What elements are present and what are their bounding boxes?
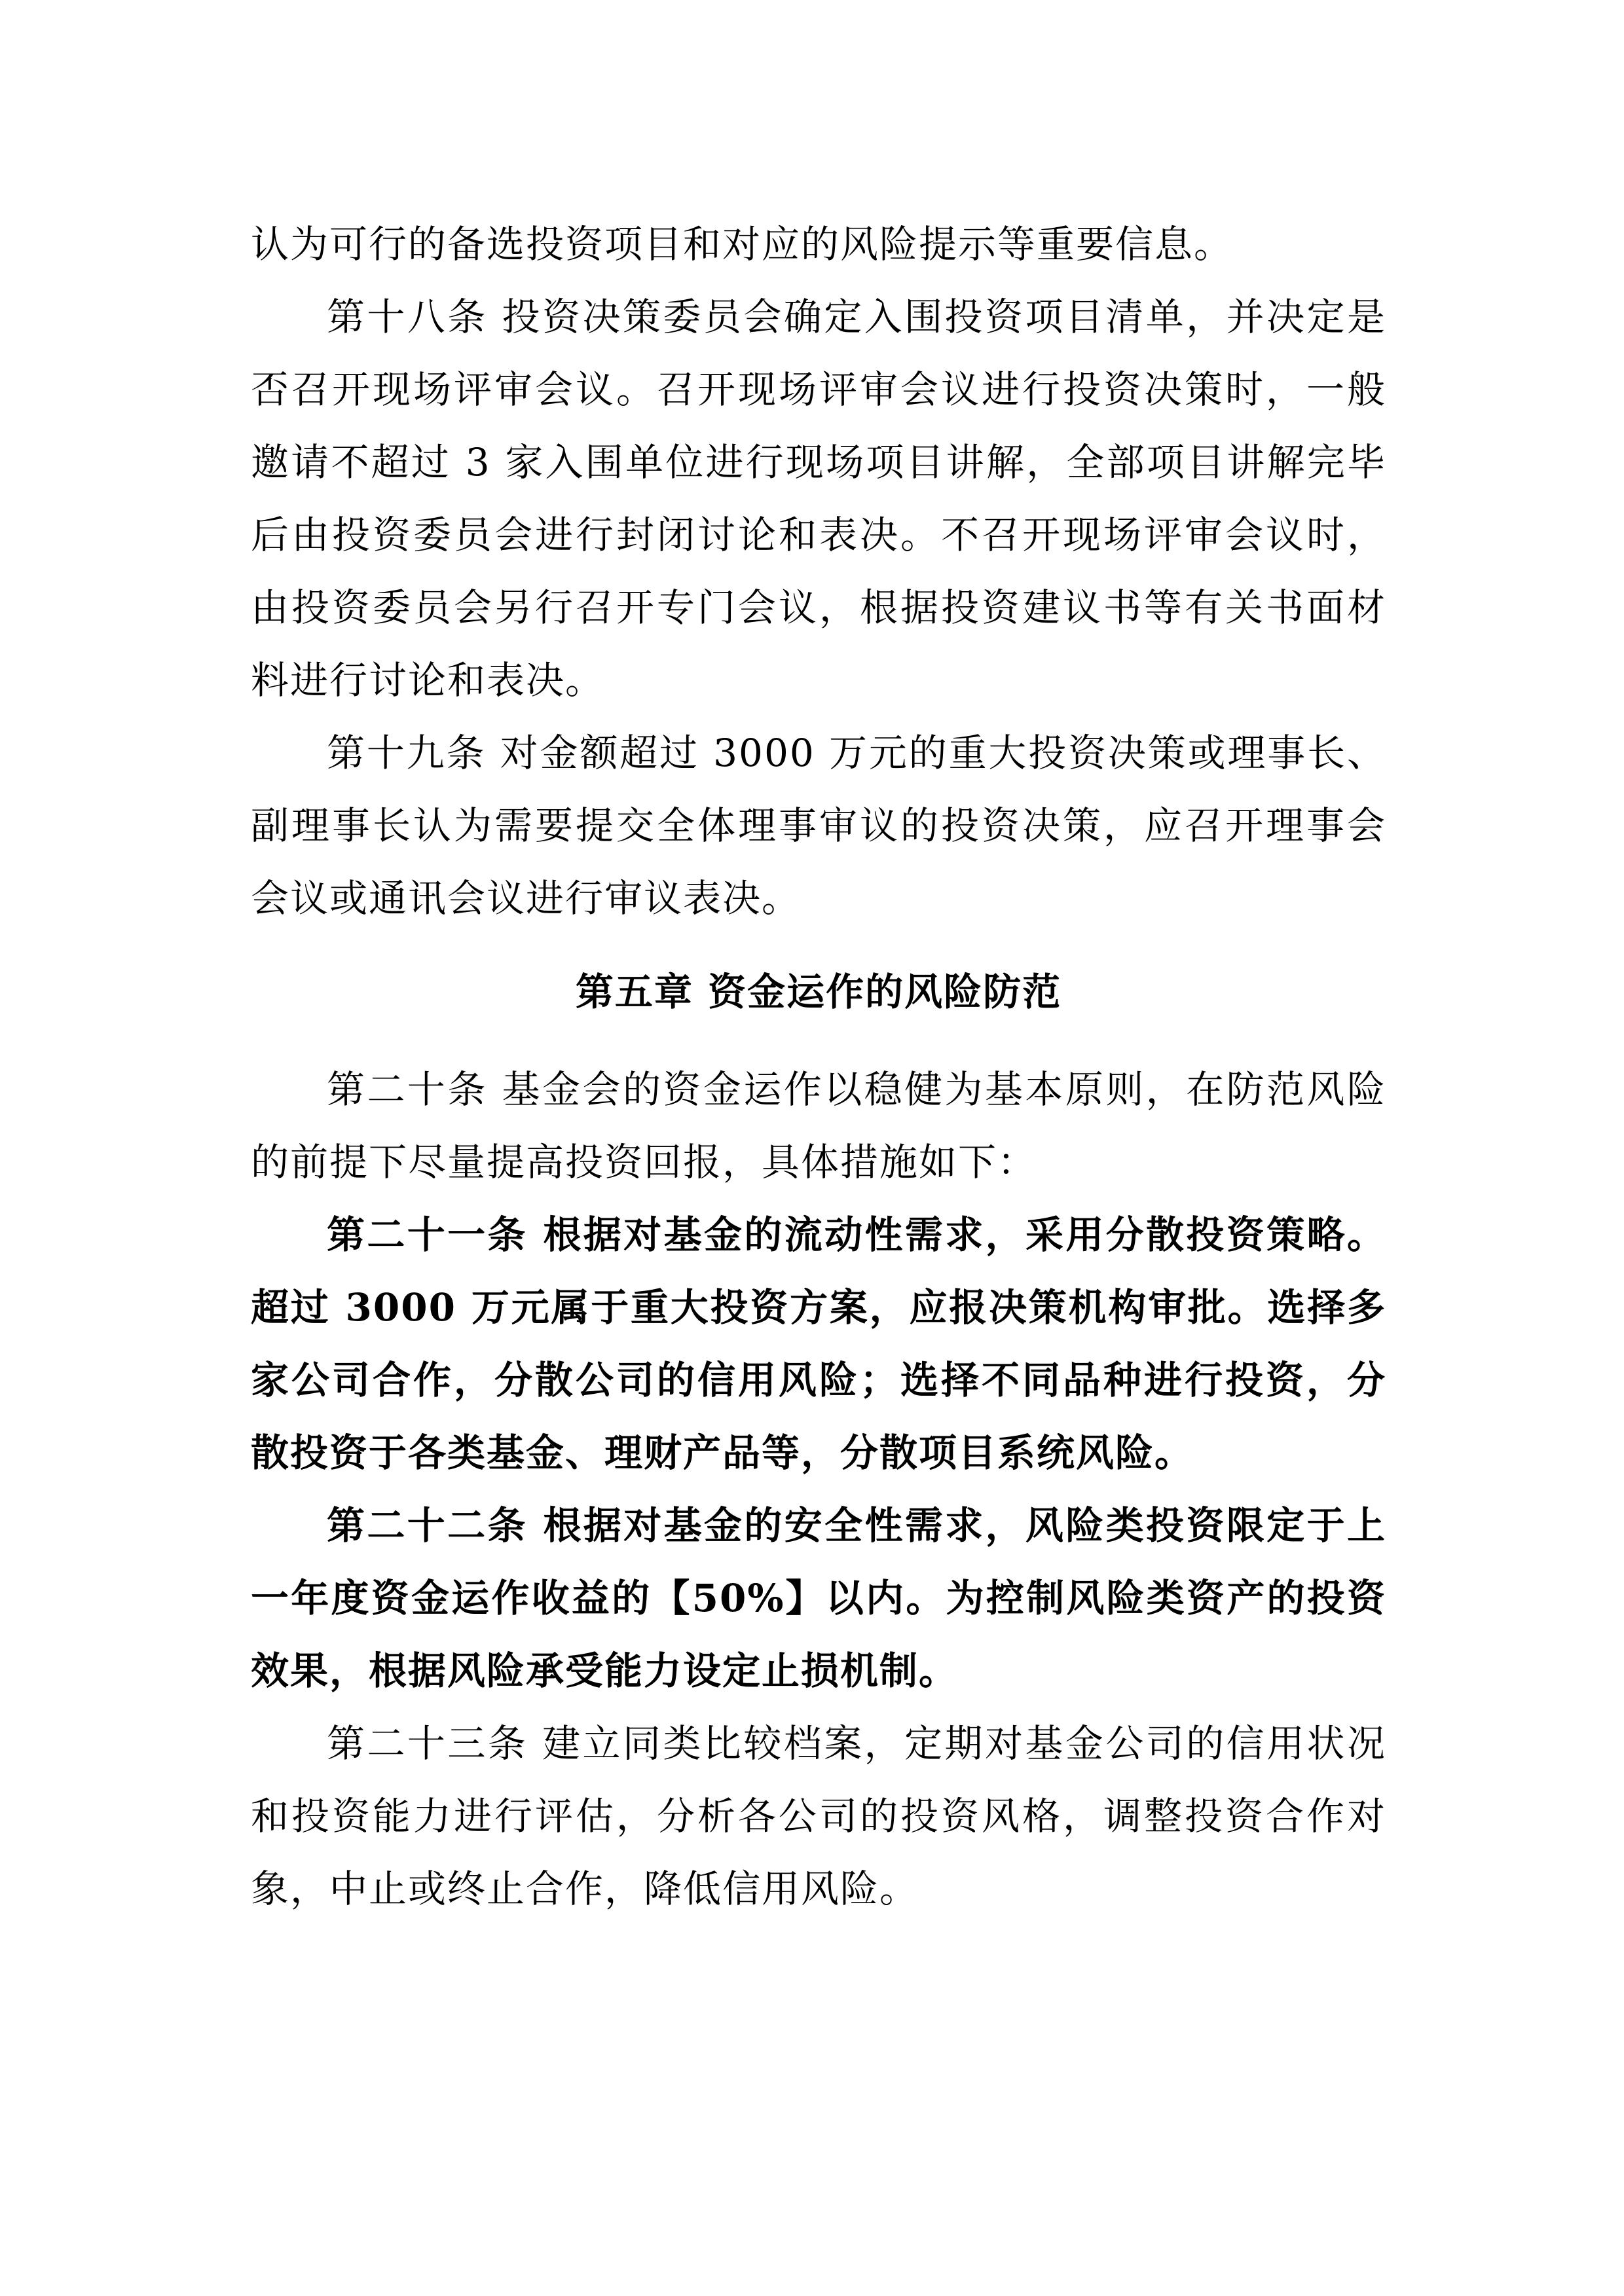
document-page [251, 208, 1386, 1925]
article-20-paragraph: 第二十条 基金会的资金运作以稳健为基本原则，在防范风险的前提下尽量提高投资回报，具体措施如下： [251, 1067, 1386, 1184]
article-19-paragraph: 第十九条 对金额超过 3000 万元的重大投资决策或理事长、副理事长认为需要提交全体理事审议的投资决策，应召开理事会会议或通讯会议进行审议表决。 [251, 731, 1386, 920]
article-21-paragraph: 第二十一条 根据对基金的流动性需求，采用分散投资策略。超过 3000 万元属于重大投资方案，应报决策机构审批。选择多家公司合作，分散公司的信用风险；选择不同品种进行投资，分散投资于各类基金、理财产品等，分散项目系统风险。 [251, 1212, 1386, 1475]
continued-paragraph: 认为可行的备选投资项目和对应的风险提示等重要信息。 [251, 222, 1234, 266]
article-18-paragraph: 第十八条 投资决策委员会确定入围投资项目清单，并决定是否召开现场评审会议。召开现场评审会议进行投资决策时，一般邀请不超过 3 家入围单位进行现场项目讲解，全部项目讲解完毕后由投资委员会进行封闭讨论和表决。不召开现场评审会议时，由投资委员会另行召开专门会议，根据投资建议书等有关书面材料进行讨论和表决。 [251, 295, 1386, 702]
chapter-heading: 第五章 资金运作的风险防范 [575, 970, 1062, 1014]
article-23-paragraph: 第二十三条 建立同类比较档案，定期对基金公司的信用状况和投资能力进行评估，分析各公司的投资风格，调整投资合作对象，中止或终止合作，降低信用风险。 [251, 1721, 1386, 1911]
article-22-paragraph: 第二十二条 根据对基金的安全性需求，风险类投资限定于上一年度资金运作收益的【50%】以内。为控制风险类资产的投资效果，根据风险承受能力设定止损机制。 [251, 1503, 1386, 1693]
